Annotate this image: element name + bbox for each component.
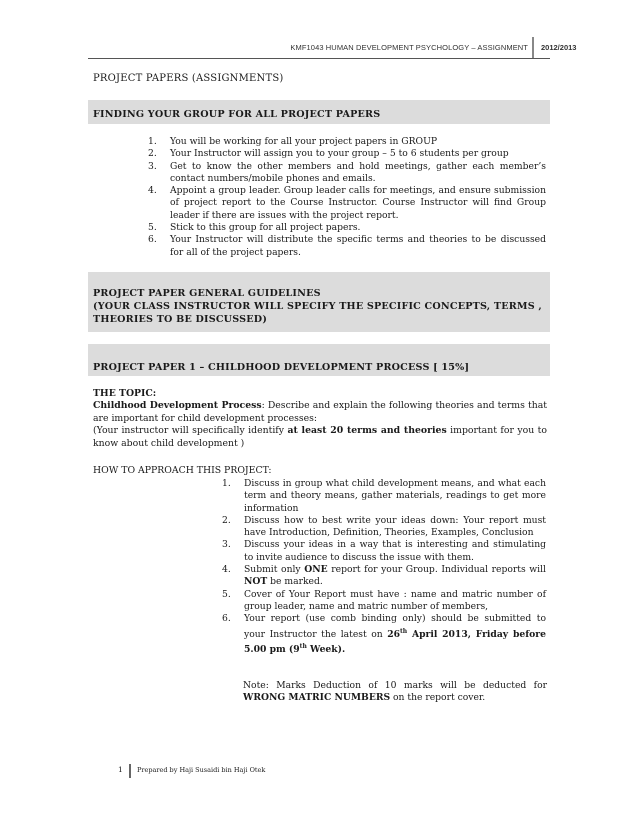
header-divider	[532, 37, 534, 59]
list-item: 4. Appoint a group leader. Group leader calls for meetings, and ensure submission of project report to the Course Instructor. Course Instructor will find Group leader if there are issues with the project report.	[148, 185, 546, 221]
guidelines-subtitle-cont: THEORIES TO BE DISCUSSED)	[93, 314, 268, 325]
guidelines-title: PROJECT PAPER GENERAL GUIDELINES	[93, 288, 321, 299]
list-item: 6. Your report (use comb binding only) should be submitted to your Instructor the latest on 26th April 2013, Friday before 5.00 pm (9th Week).	[222, 613, 546, 655]
finding-group-title: FINDING YOUR GROUP FOR ALL PROJECT PAPERS	[93, 109, 381, 120]
page-header	[0, 37, 638, 59]
list-item: 5. Stick to this group for all project papers.	[148, 222, 361, 234]
header-year: 2012/2013	[541, 43, 577, 52]
page-heading: PROJECT PAPERS (ASSIGNMENTS)	[93, 73, 284, 84]
approach-list	[222, 478, 546, 656]
list-item: 4. Submit only ONE report for your Group. Individual reports will NOT be marked.	[222, 564, 546, 588]
paper1-title: PROJECT PAPER 1 – CHILDHOOD DEVELOPMENT PROCESS [ 15%]	[93, 362, 470, 373]
list-item: 2. Discuss how to best write your ideas down: Your report must have Introduction, Definition, Theories, Examples, Conclusion	[222, 514, 546, 539]
finding-group-list	[148, 136, 546, 259]
list-item: 1. Discuss in group what child development means, and what each term and theory means, gather materials, readings to get more information	[222, 478, 546, 514]
list-item: 6. Your Instructor will distribute the specific terms and theories to be discussed for all of the project papers.	[148, 234, 546, 258]
header-rule	[88, 58, 550, 59]
list-item: 3. Get to know the other members and hold meetings, gather each member’s contact numbers/mobile phones and emails.	[148, 160, 546, 184]
topic-block	[93, 388, 547, 450]
marks-deduction-note: Note: Marks Deduction of 10 marks will be deducted for WRONG MATRIC NUMBERS on the report cover.	[243, 680, 547, 704]
footer-divider	[129, 764, 131, 778]
topic-description: Childhood Development Process: Describe and explain the following theories and terms that are important for child development processes:	[93, 400, 547, 424]
footer-author: Prepared by Haji Susaidi bin Haji Otek	[137, 766, 266, 774]
list-item: 3. Discuss your ideas in a way that is interesting and stimulating to invite audience to discuss the issue with them.	[222, 539, 546, 563]
page-number: 1	[118, 765, 123, 774]
list-item: 2. Your Instructor will assign you to your group – 5 to 6 students per group	[148, 148, 509, 160]
header-title: KMF1043 HUMAN DEVELOPMENT PSYCHOLOGY – ASSIGNMENT	[290, 43, 528, 52]
list-item: 1. You will be working for all your project papers in GROUP	[148, 136, 437, 147]
guidelines-banner	[88, 272, 550, 332]
list-item: 5. Cover of Your Report must have : name and matric number of group leader, name and matric number of members,	[222, 588, 546, 612]
guidelines-subtitle: (YOUR CLASS INSTRUCTOR WILL SPECIFY THE SPECIFIC CONCEPTS, TERMS ,	[93, 301, 542, 312]
finding-group-banner	[88, 100, 550, 124]
approach-label: HOW TO APPROACH THIS PROJECT:	[93, 465, 272, 476]
topic-label: THE TOPIC:	[93, 388, 157, 399]
instructor-note: (Your instructor will specifically identify at least 20 terms and theories important for you to know about child development )	[93, 425, 547, 449]
paper1-banner	[88, 344, 550, 376]
